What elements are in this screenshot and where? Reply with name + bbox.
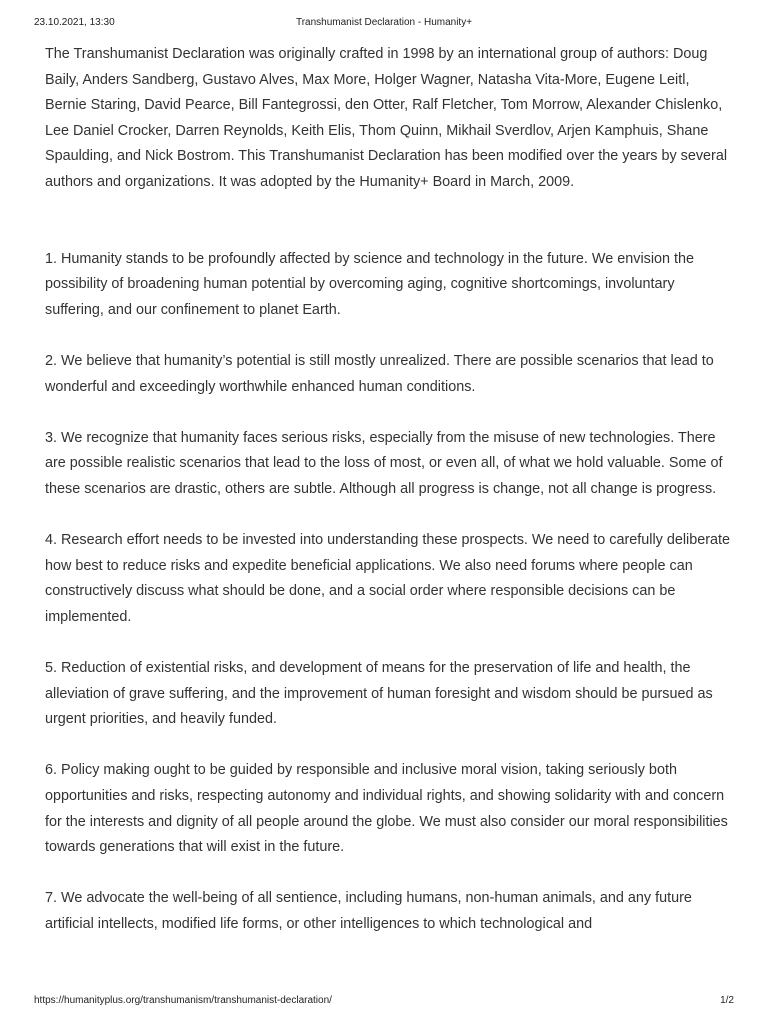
print-datetime: 23.10.2021, 13:30: [34, 17, 115, 28]
page-number: 1/2: [720, 995, 734, 1006]
declaration-point-2: 2. We believe that humanity’s potential is still mostly unrealized. There are possible scenarios that lead to wonderful and exceedingly worthwhile enhanced human conditions.: [45, 352, 714, 395]
declaration-point-6: 6. Policy making ought to be guided by responsible and inclusive moral vision, taking seriously both opportunities and risks, respecting autonomy and individual rights, and showing solidarity with and concern for the interests and dignity of all people around the globe. We must also consider our moral responsibilities towards generations that will exist in the future.: [45, 762, 728, 856]
intro-paragraph: The Transhumanist Declaration was originally crafted in 1998 by an international group of authors: Doug Baily, Anders Sandberg, Gustavo Alves, Max More, Holger Wagner, Natasha Vita-More, Eugene Leitl, Bernie Staring, David Pearce, Bill Fantegrossi, den Otter, Ralf Fletcher, Tom Morrow, Alexander Chislenko, Lee Daniel Crocker, Darren Reynolds, Keith Elis, Thom Quinn, Mikhail Sverdlov, Arjen Kamphuis, Shane Spaulding, and Nick Bostrom. This Transhumanist Declaration has been modified over the years by several authors and organizations. It was adopted by the Humanity+ Board in March, 2009.: [45, 46, 728, 190]
declaration-point-4: 4. Research effort needs to be invested into understanding these prospects. We need to carefully deliberate how best to reduce risks and expedite beneficial applications. We also need forums where people can constructively discuss what should be done, and a social order where responsible decisions can be implemented.: [45, 532, 731, 625]
article-body: [45, 42, 735, 963]
declaration-point-7: 7. We advocate the well-being of all sentience, including humans, non-human animals, and any future artificial intellects, modified life forms, or other intelligences to which technological and: [45, 890, 692, 932]
declaration-point-3: 3. We recognize that humanity faces serious risks, especially from the misuse of new technologies. There are possible realistic scenarios that lead to the loss of most, or even all, of what we hold valuable. Some of these scenarios are drastic, others are subtle. Although all progress is change, not all change is progress.: [45, 429, 723, 497]
print-page-title: Transhumanist Declaration - Humanity+: [295, 17, 473, 28]
declaration-point-5: 5. Reduction of existential risks, and development of means for the preservation of life and health, the alleviation of grave suffering, and the improvement of human foresight and wisdom should be pursued as urgent priorities, and heavily funded.: [45, 660, 713, 728]
source-url-link[interactable]: https://humanityplus.org/transhumanism/transhumanist-declaration/: [34, 995, 332, 1006]
declaration-point-1: 1. Humanity stands to be profoundly affected by science and technology in the future. We envision the possibility of broadening human potential by overcoming aging, cognitive shortcomings, involuntary suffering, and our confinement to planet Earth.: [45, 250, 695, 318]
